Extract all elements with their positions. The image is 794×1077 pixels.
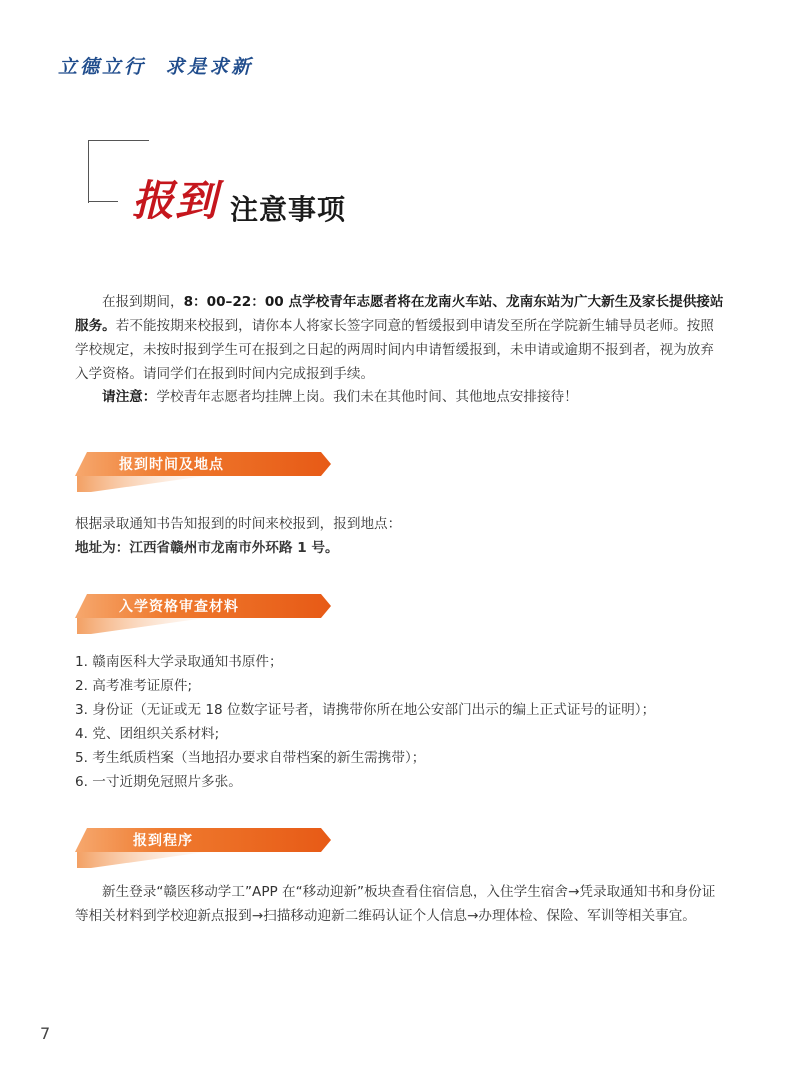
page-title: 注意事项 xyxy=(230,193,347,226)
address-line: 地址为：江西省赣州市龙南市外环路 1 号。 xyxy=(75,540,339,556)
page-number: 7 xyxy=(40,1024,51,1043)
section-banner-procedure xyxy=(75,828,331,872)
procedure-paragraph: 新生登录“赣医移动学工”APP 在“移动迎新”板块查看住宿信息，入住学生宿舍→凭录取通知书和身份证等相关材料到学校迎新点报到→扫描移动迎新二维码认证个人信息→办理体检、保险、军训等相关事宜。 xyxy=(75,884,716,924)
intro-paragraph xyxy=(75,290,725,386)
notice-paragraph xyxy=(75,385,725,409)
motto-header: 立德立行 求是求新 xyxy=(58,56,254,78)
intro-text-a: 在报到期间， xyxy=(102,294,184,310)
section-banner-materials xyxy=(75,594,331,638)
notice-label: 请注意： xyxy=(102,389,157,405)
section-title: 入学资格审查材料 xyxy=(119,599,239,615)
location-intro: 根据录取通知书告知报到的时间来校报到，报到地点： xyxy=(75,516,402,532)
intro-text-bold: 8：00–22：00 点学校青年志愿者将在龙南火车站、龙南东站为广大新生及家长提供接站服务。 xyxy=(75,294,724,334)
list-item: 3. 身份证（无证或无 18 位数字证号者，请携带你所在地公安部门出示的编上正式证号的证明）； xyxy=(75,702,656,718)
section-banner-time-place xyxy=(75,452,331,496)
list-item: 6. 一寸近期免冠照片多张。 xyxy=(75,774,242,790)
list-item: 4. 党、团组织关系材料; xyxy=(75,726,220,742)
title-calligraphy: 报到 xyxy=(128,168,222,228)
notice-text: 学校青年志愿者均挂牌上岗。我们未在其他时间、其他地点安排接待！ xyxy=(156,389,578,405)
materials-list xyxy=(75,650,655,794)
list-item: 1. 赣南医科大学录取通知书原件； xyxy=(75,654,283,670)
section-title: 报到程序 xyxy=(133,833,193,849)
list-item: 5. 考生纸质档案（当地招办要求自带档案的新生需携带）； xyxy=(75,750,426,766)
list-item: 2. 高考准考证原件; xyxy=(75,678,193,694)
section-title: 报到时间及地点 xyxy=(119,457,224,473)
title-bracket-stub xyxy=(88,201,118,202)
intro-text-c: 若不能按期来校报到，请你本人将家长签字同意的暂缓报到申请发至所在学院新生辅导员老师。按照学校规定，未按时报到学生可在报到之日起的两周时间内申请暂缓报到，未申请或逾期不报到者，视为放弃入学资格。请同学们在报到时间内完成报到手续。 xyxy=(75,318,714,382)
banner-shape xyxy=(75,828,331,872)
